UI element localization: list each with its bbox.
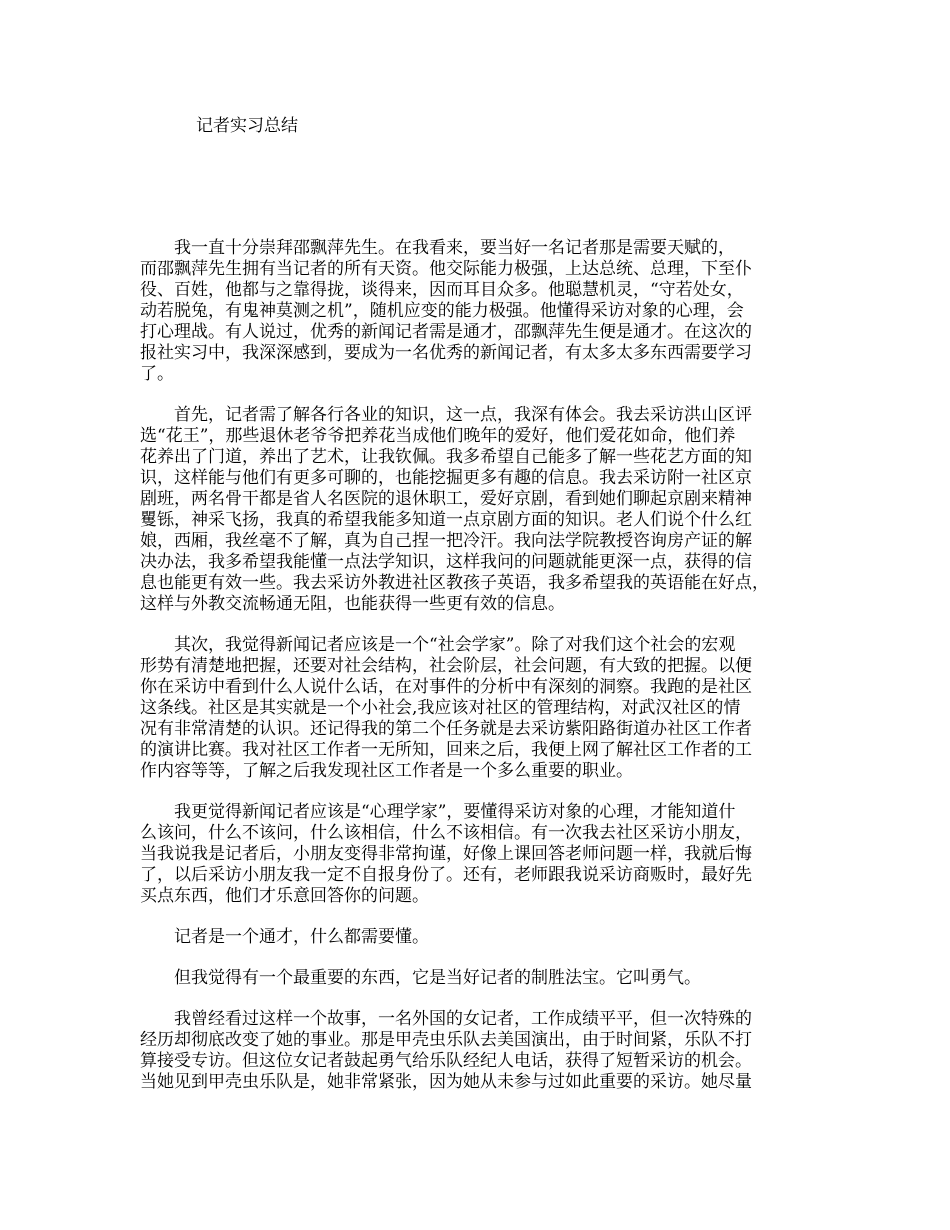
- paragraph-line: 剧班，两名骨干都是省人名医院的退休职工，爱好京剧，看到她们聊起京剧来精神: [140, 489, 752, 509]
- paragraph-line: 息也能更有效一些。我去采访外教进社区教孩子英语，我多希望我的英语能在好点，: [140, 573, 769, 593]
- paragraph: [140, 1009, 820, 1093]
- paragraph-line: 作内容等等，了解之后我发现社区工作者是一个多么重要的职业。: [140, 761, 633, 781]
- paragraph-line: 娘，西厢，我丝毫不了解，真为自己捏一把冷汗。我向法学院教授咨询房产证的解: [140, 531, 752, 551]
- paragraph-line: 这样与外教交流畅通无阻，也能获得一些更有效的信息。: [140, 594, 565, 614]
- paragraph: [140, 635, 820, 782]
- paragraph-line: 报社实习中，我深深感到，要成为一名优秀的新闻记者，有太多太多东西需要学习: [140, 343, 752, 363]
- paragraph-line: 买点东西，他们才乐意回答你的问题。: [140, 886, 429, 906]
- paragraph-line: 了。: [140, 364, 174, 384]
- document-title: 记者实习总结: [196, 116, 298, 136]
- paragraph: [140, 405, 820, 615]
- paragraph-line: 其次，我觉得新闻记者应该是一个“社会学家”。除了对我们这个社会的宏观: [140, 635, 736, 655]
- paragraph-line: 动若脱兔，有鬼神莫测之机”，随机应变的能力极强。他懂得采访对象的心理，会: [140, 301, 744, 321]
- paragraph-line: 况有非常清楚的认识。还记得我的第二个任务就是去采访紫阳路街道办社区工作者: [140, 719, 752, 739]
- paragraph-line: 你在采访中看到什么人说什么话，在对事件的分析中有深刻的洞察。我跑的是社区: [140, 677, 752, 697]
- paragraph-line: 首先，记者需了解各行各业的知识，这一点，我深有体会。我去采访洪山区评: [140, 405, 752, 425]
- paragraph: [140, 927, 820, 948]
- paragraph-line: 我曾经看过这样一个故事，一名外国的女记者，工作成绩平平，但一次特殊的: [140, 1009, 752, 1029]
- paragraph-line: 当她见到甲壳虫乐队是，她非常紧张，因为她从未参与过如此重要的采访。她尽量: [140, 1072, 752, 1092]
- paragraph-line: 算接受专访。但这位女记者鼓起勇气给乐队经纪人电话，获得了短暂采访的机会。: [140, 1051, 752, 1071]
- paragraph-line: 的演讲比赛。我对社区工作者一无所知，回来之后，我便上网了解社区工作者的工: [140, 740, 752, 760]
- paragraph-line: 了，以后采访小朋友我一定不自报身份了。还有，老师跟我说采访商贩时，最好先: [140, 865, 752, 885]
- paragraph-line: 矍铄，神采飞扬，我真的希望我能多知道一点京剧方面的知识。老人们说个什么红: [140, 510, 752, 530]
- paragraph: [140, 238, 820, 385]
- paragraph-line: 但我觉得有一个最重要的东西，它是当好记者的制胜法宝。它叫勇气。: [140, 968, 701, 988]
- paragraph-line: 这条线。社区是其实就是一个小社会,我应该对社区的管理结构，对武汉社区的情: [140, 698, 741, 718]
- paragraph-line: 当我说我是记者后，小朋友变得非常拘谨，好像上课回答老师问题一样，我就后悔: [140, 844, 752, 864]
- paragraph-line: 役、百姓，他都与之靠得拢，谈得来，因而耳目众多。他聪慧机灵，“守若处女，: [140, 280, 744, 300]
- document-body: [140, 238, 820, 1113]
- paragraph-line: 花养出了门道，养出了艺术，让我钦佩。我多希望自己能多了解一些花艺方面的知: [140, 447, 752, 467]
- paragraph-line: 形势有清楚地把握，还要对社会结构，社会阶层，社会问题，有大致的把握。以便: [140, 656, 752, 676]
- paragraph-line: 记者是一个通才，什么都需要懂。: [140, 927, 429, 947]
- paragraph-line: 我一直十分崇拜邵飘萍先生。在我看来，要当好一名记者那是需要天赋的，: [140, 238, 735, 258]
- paragraph-line: 打心理战。有人说过，优秀的新闻记者需是通才，邵飘萍先生便是通才。在这次的: [140, 322, 752, 342]
- paragraph-line: 么该问，什么不该问，什么该相信，什么不该相信。有一次我去社区采访小朋友，: [140, 823, 752, 843]
- paragraph-line: 而邵飘萍先生拥有当记者的所有天资。他交际能力极强，上达总统、总理，下至仆: [140, 259, 752, 279]
- paragraph-line: 选“花王”，那些退休老爷爷把养花当成他们晚年的爱好，他们爱花如命，他们养: [140, 426, 736, 446]
- paragraph-line: 决办法，我多希望我能懂一点法学知识，这样我问的问题就能更深一点，获得的信: [140, 552, 752, 572]
- paragraph-line: 我更觉得新闻记者应该是“心理学家”，要懂得采访对象的心理，才能知道什: [140, 802, 736, 822]
- paragraph: [140, 802, 820, 907]
- paragraph-line: 经历却彻底改变了她的事业。那是甲壳虫乐队去美国演出，由于时间紧，乐队不打: [140, 1030, 752, 1050]
- paragraph: [140, 968, 820, 989]
- paragraph-line: 识，这样能与他们有更多可聊的，也能挖掘更多有趣的信息。我去采访附一社区京: [140, 468, 752, 488]
